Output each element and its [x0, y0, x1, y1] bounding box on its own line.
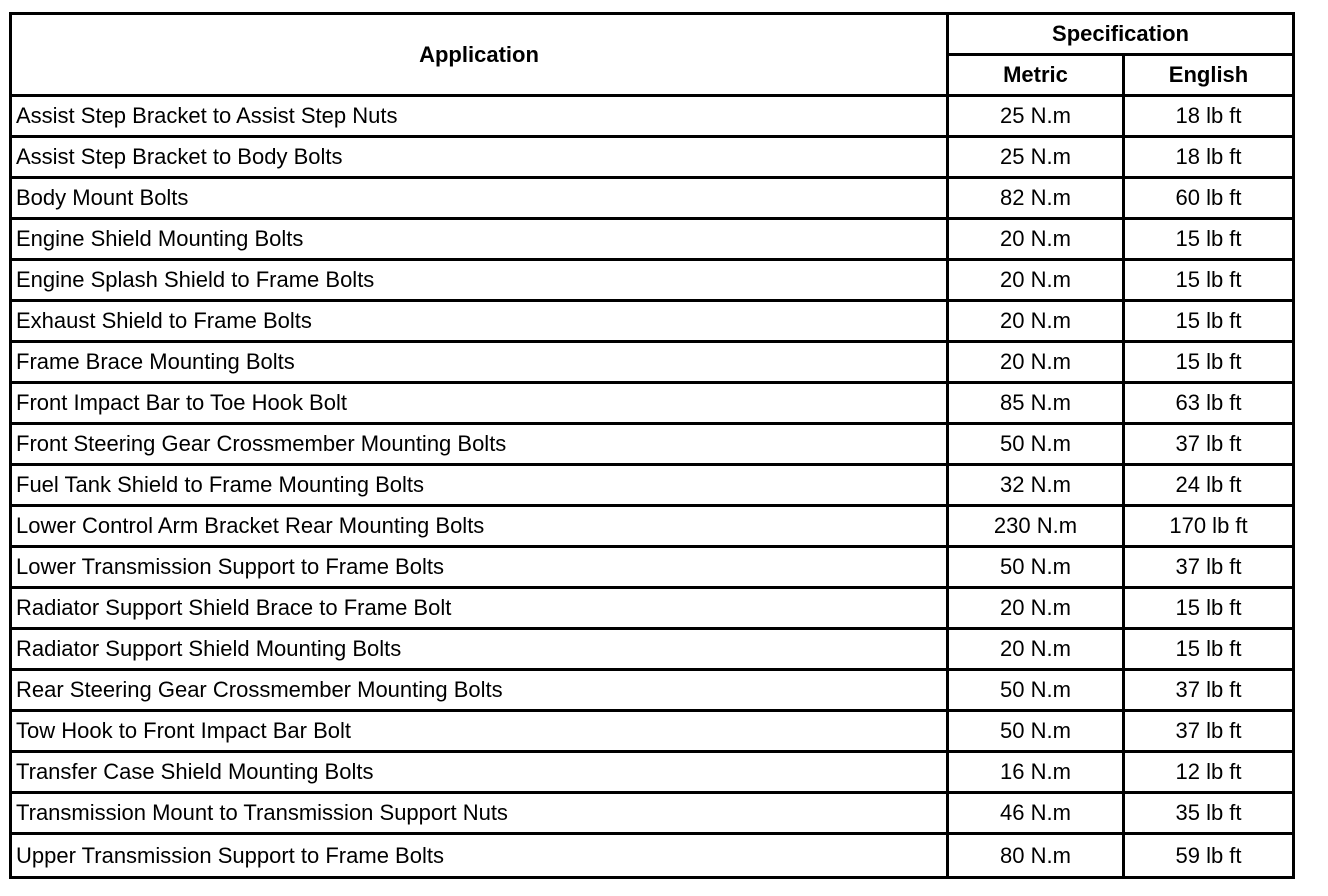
english-cell: 37 lb ft — [1125, 712, 1292, 753]
english-cell: 15 lb ft — [1125, 261, 1292, 302]
metric-cell: 85 N.m — [949, 384, 1125, 425]
application-cell: Front Impact Bar to Toe Hook Bolt — [12, 384, 949, 425]
english-cell: 15 lb ft — [1125, 220, 1292, 261]
metric-cell: 50 N.m — [949, 548, 1125, 589]
metric-cell: 50 N.m — [949, 671, 1125, 712]
metric-cell: 20 N.m — [949, 589, 1125, 630]
table-row — [12, 835, 1292, 876]
header-application: Application — [12, 15, 949, 97]
table-row — [12, 753, 1292, 794]
metric-cell: 50 N.m — [949, 425, 1125, 466]
english-cell: 37 lb ft — [1125, 425, 1292, 466]
metric-cell: 20 N.m — [949, 220, 1125, 261]
metric-cell: 25 N.m — [949, 138, 1125, 179]
metric-cell: 230 N.m — [949, 507, 1125, 548]
table-row — [12, 507, 1292, 548]
table-row — [12, 179, 1292, 220]
english-cell: 18 lb ft — [1125, 138, 1292, 179]
english-cell: 59 lb ft — [1175, 842, 1242, 868]
table-header — [12, 15, 1292, 97]
english-cell: 60 lb ft — [1125, 179, 1292, 220]
table-row — [12, 794, 1292, 835]
table-body — [12, 97, 1292, 876]
application-cell: Radiator Support Shield Brace to Frame Bolt — [12, 589, 949, 630]
english-cell: 37 lb ft — [1125, 548, 1292, 589]
application-cell: Fuel Tank Shield to Frame Mounting Bolts — [12, 466, 949, 507]
application-cell: Upper Transmission Support to Frame Bolts — [12, 835, 949, 876]
english-cell: 15 lb ft — [1125, 630, 1292, 671]
table-row — [12, 302, 1292, 343]
table-row — [12, 589, 1292, 630]
table-row — [12, 261, 1292, 302]
fastener-spec-table — [9, 12, 1295, 879]
metric-cell: 25 N.m — [949, 97, 1125, 138]
english-cell: 15 lb ft — [1125, 343, 1292, 384]
table-row — [12, 671, 1292, 712]
metric-cell: 20 N.m — [949, 630, 1125, 671]
table-row — [12, 548, 1292, 589]
table-row — [12, 97, 1292, 138]
table-row — [12, 343, 1292, 384]
application-cell: Radiator Support Shield Mounting Bolts — [12, 630, 949, 671]
application-cell: Body Mount Bolts — [12, 179, 949, 220]
metric-cell: 20 N.m — [949, 343, 1125, 384]
header-english: English — [1125, 56, 1292, 97]
table-row — [12, 712, 1292, 753]
english-cell: 37 lb ft — [1125, 671, 1292, 712]
metric-cell: 32 N.m — [949, 466, 1125, 507]
application-cell: Rear Steering Gear Crossmember Mounting Bolts — [12, 671, 949, 712]
english-cell: 35 lb ft — [1125, 794, 1292, 835]
table-row — [12, 466, 1292, 507]
application-cell: Engine Splash Shield to Frame Bolts — [12, 261, 949, 302]
english-cell: 63 lb ft — [1125, 384, 1292, 425]
application-cell: Front Steering Gear Crossmember Mounting Bolts — [12, 425, 949, 466]
application-cell: Exhaust Shield to Frame Bolts — [12, 302, 949, 343]
application-cell: Frame Brace Mounting Bolts — [12, 343, 949, 384]
table-row — [12, 220, 1292, 261]
english-cell: 24 lb ft — [1125, 466, 1292, 507]
table-row — [12, 630, 1292, 671]
table-row — [12, 384, 1292, 425]
header-row-top — [12, 15, 1292, 56]
application-cell: Assist Step Bracket to Assist Step Nuts — [12, 97, 949, 138]
application-cell: Engine Shield Mounting Bolts — [12, 220, 949, 261]
metric-cell: 20 N.m — [949, 302, 1125, 343]
application-cell: Transmission Mount to Transmission Support Nuts — [12, 794, 949, 835]
application-cell: Lower Transmission Support to Frame Bolts — [12, 548, 949, 589]
metric-cell: 20 N.m — [949, 261, 1125, 302]
table-row — [12, 425, 1292, 466]
english-cell: 170 lb ft — [1125, 507, 1292, 548]
english-cell: 18 lb ft — [1125, 97, 1292, 138]
header-specification: Specification — [949, 15, 1292, 56]
metric-cell: 80 N.m — [949, 835, 1125, 876]
header-metric: Metric — [949, 56, 1125, 97]
metric-cell: 16 N.m — [949, 753, 1125, 794]
application-cell: Tow Hook to Front Impact Bar Bolt — [12, 712, 949, 753]
application-cell: Lower Control Arm Bracket Rear Mounting Bolts — [12, 507, 949, 548]
table-row — [12, 138, 1292, 179]
application-cell: Transfer Case Shield Mounting Bolts — [12, 753, 949, 794]
english-cell: 12 lb ft — [1125, 753, 1292, 794]
application-cell: Assist Step Bracket to Body Bolts — [12, 138, 949, 179]
metric-cell: 50 N.m — [949, 712, 1125, 753]
metric-cell: 46 N.m — [949, 794, 1125, 835]
english-cell: 15 lb ft — [1125, 589, 1292, 630]
english-cell: 15 lb ft — [1125, 302, 1292, 343]
metric-cell: 82 N.m — [949, 179, 1125, 220]
